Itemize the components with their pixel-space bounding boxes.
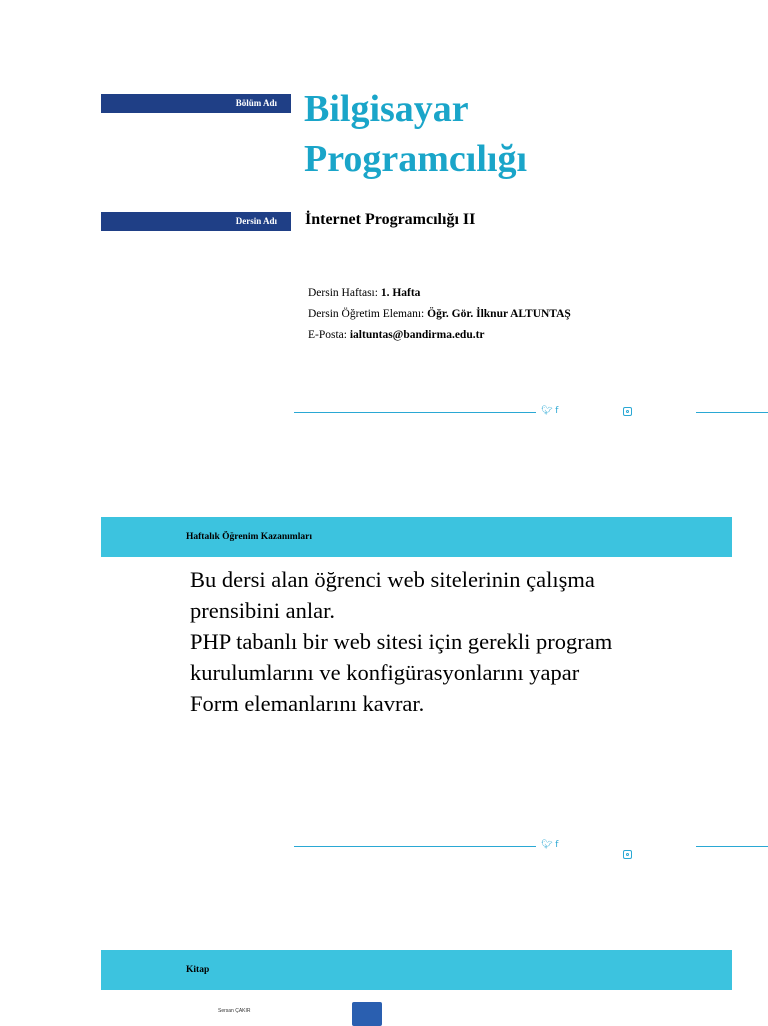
outcome-line: prensibini anlar. <box>190 598 335 623</box>
email-value[interactable]: ialtuntas@bandirma.edu.tr <box>349 329 485 341</box>
outcome-line: kurulumlarını ve konfigürasyonlarını yapar <box>190 660 580 685</box>
twitter-facebook-icons-2[interactable] <box>541 840 558 850</box>
instructor-label: Dersin Öğretim Elemanı: <box>308 308 428 320</box>
department-name-line2: Programcılığı <box>304 138 528 180</box>
footer-rule-right <box>696 412 768 413</box>
instructor-row <box>308 304 571 325</box>
twitter-facebook-icons[interactable] <box>541 406 558 416</box>
outcome-line: Bu dersi alan öğrenci web sitelerinin çalışma <box>190 567 595 592</box>
footer-rule-left-2 <box>294 846 536 847</box>
book-heading-band <box>101 950 732 990</box>
course-meta <box>308 283 571 346</box>
book-heading: Kitap <box>186 965 210 975</box>
outcome-line: PHP tabanlı bir web sitesi için gerekli program <box>190 629 613 654</box>
publisher-logo-icon <box>352 1002 382 1026</box>
instagram-icon[interactable] <box>623 407 632 416</box>
facebook-icon[interactable]: f <box>552 406 559 416</box>
department-label-bar <box>101 94 291 113</box>
email-label: E-Posta: <box>308 329 350 341</box>
course-label: Dersin Adı <box>235 216 277 226</box>
email-row <box>308 325 571 346</box>
twitter-icon[interactable]: 🐦︎ <box>541 840 553 850</box>
outcomes-heading-band <box>101 517 732 557</box>
outcome-line: Form elemanlarını kavrar. <box>190 691 425 716</box>
week-value: 1. Hafta <box>380 287 421 299</box>
footer-rule-left <box>294 412 536 413</box>
week-label: Dersin Haftası: <box>308 287 381 299</box>
book-author: Sersan ÇAKIR <box>218 1008 251 1014</box>
twitter-icon[interactable]: 🐦︎ <box>541 406 553 416</box>
department-name-line1: Bilgisayar <box>304 88 469 130</box>
instructor-value: Öğr. Gör. İlknur ALTUNTAŞ <box>427 308 571 320</box>
outcomes-heading: Haftalık Öğrenim Kazanımları <box>186 532 312 542</box>
course-label-bar <box>101 212 291 231</box>
department-name <box>304 84 527 184</box>
instagram-icon-2[interactable] <box>623 850 632 859</box>
course-name: İnternet Programcılığı II <box>305 211 476 228</box>
outcomes-text <box>190 564 730 719</box>
footer-rule-right-2 <box>696 846 768 847</box>
week-row <box>308 283 571 304</box>
facebook-icon[interactable]: f <box>552 840 559 850</box>
department-label: Bölüm Adı <box>235 98 277 108</box>
